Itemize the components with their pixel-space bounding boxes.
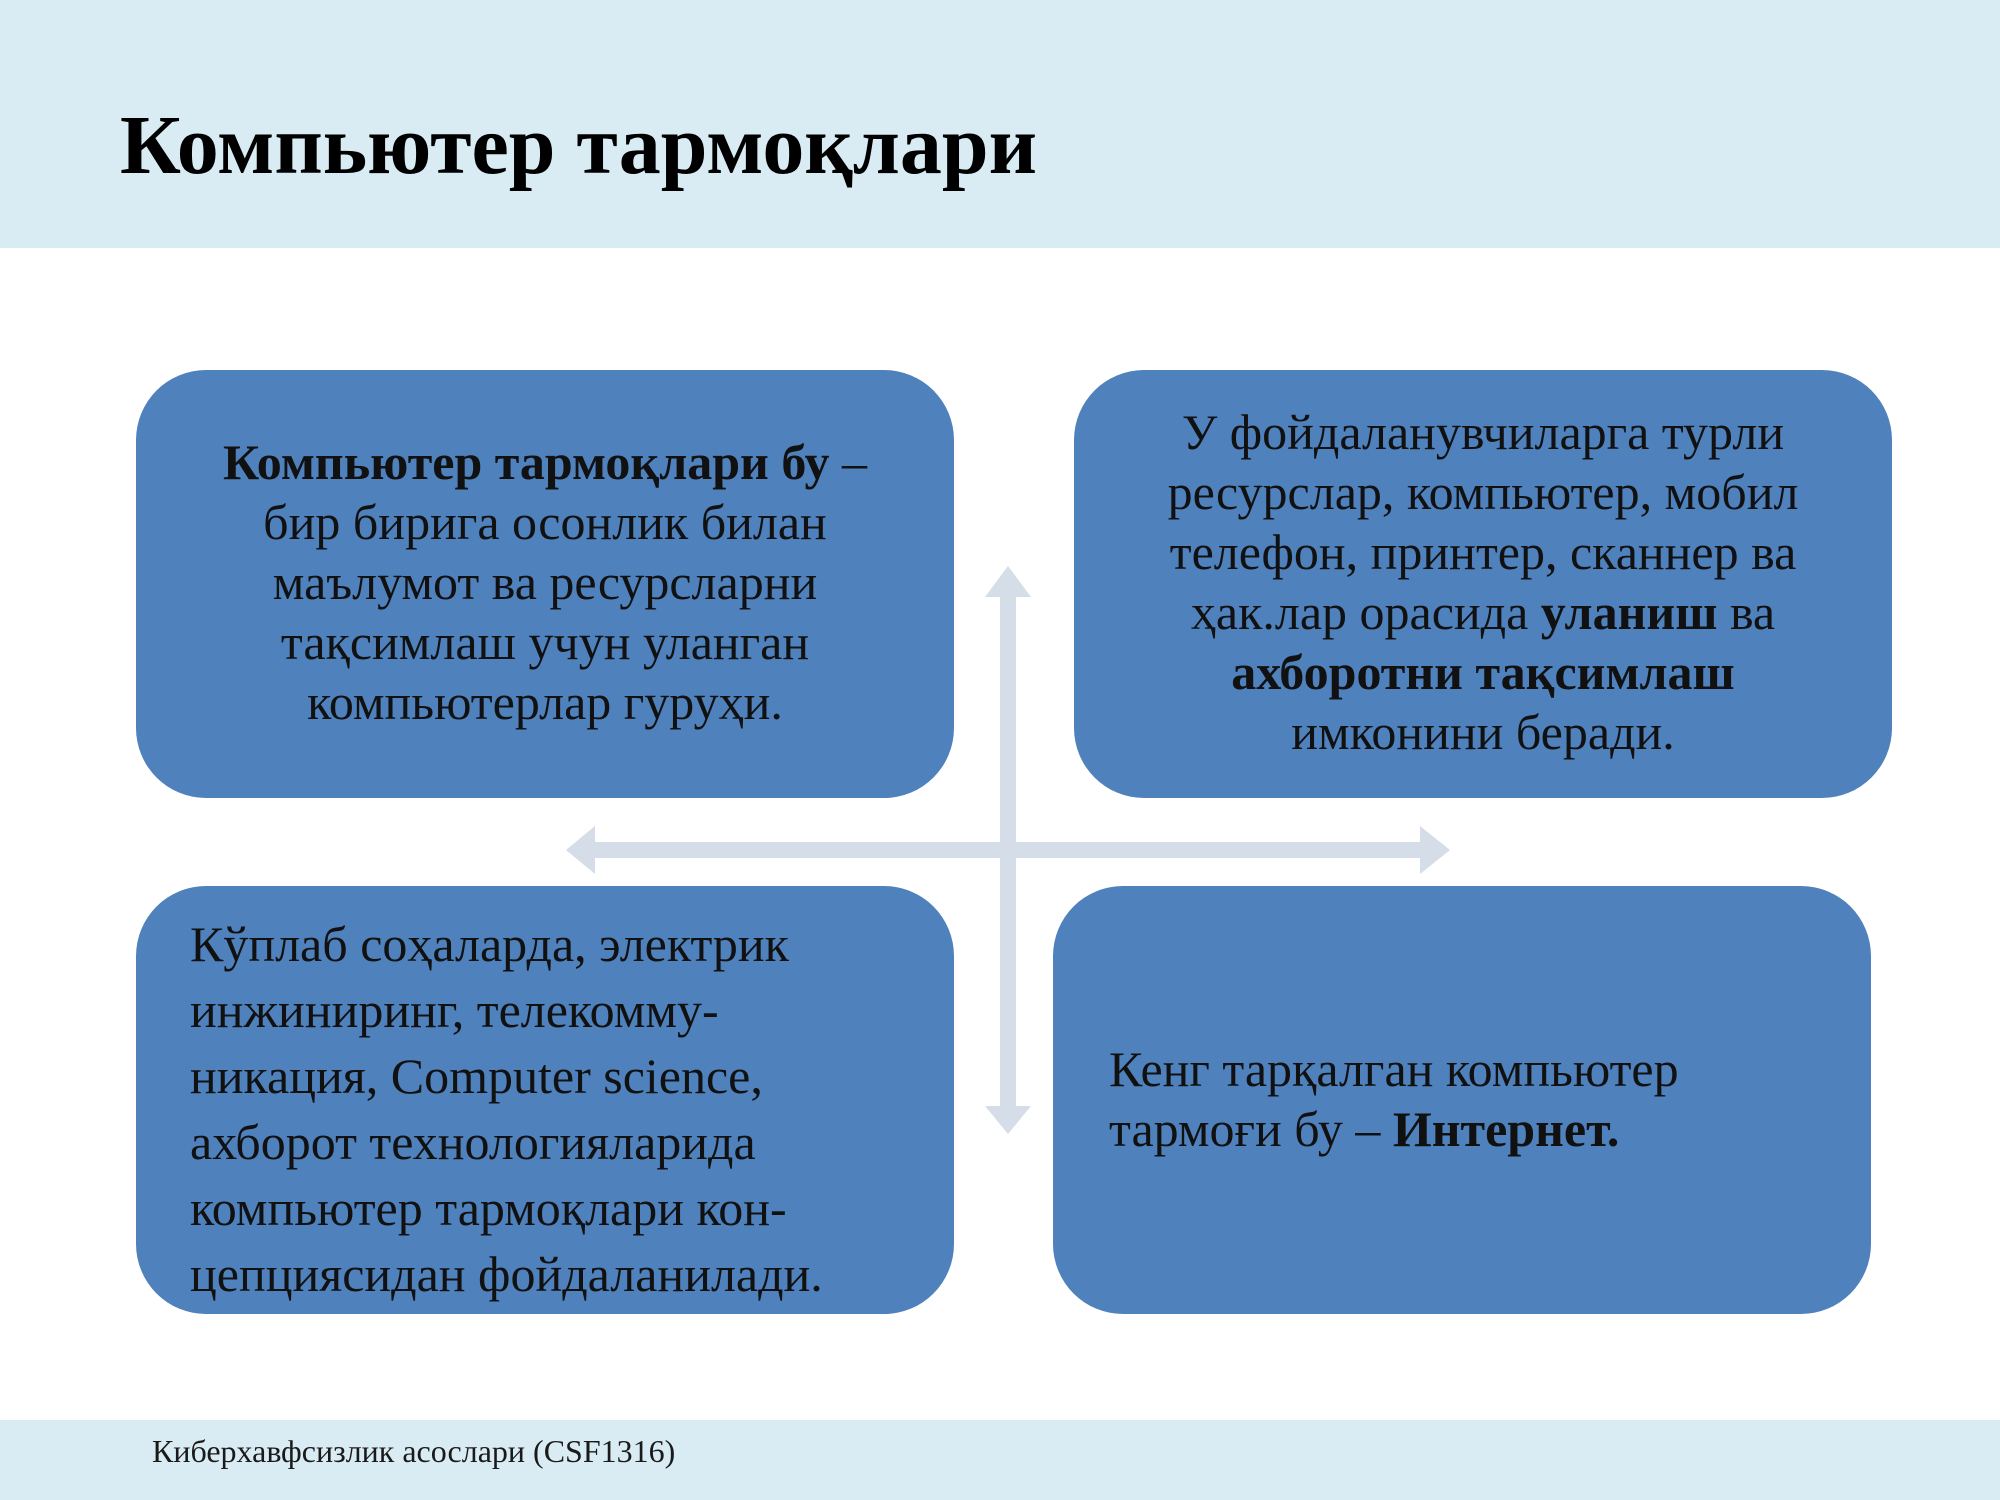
arrow-head-left xyxy=(566,826,595,874)
internet-text: тармоғи бу – xyxy=(1109,1101,1393,1157)
definition-first-line xyxy=(176,432,914,492)
internet-keyword: Интернет. xyxy=(1392,1101,1620,1157)
internet-line: Кенг тарқалган компьютер xyxy=(1109,1041,1679,1097)
horizontal-arrow-shaft xyxy=(590,842,1430,858)
applications-line: цепциясидан фойдаланилади. xyxy=(190,1246,823,1302)
purpose-line: телефон, принтер, сканнер ва xyxy=(1169,524,1797,580)
purpose-text: ва xyxy=(1717,584,1776,640)
applications-line: компьютер тармоқлари кон- xyxy=(190,1180,787,1236)
definition-line: бир бирига осонлик билан xyxy=(263,494,827,550)
definition-box xyxy=(136,370,954,798)
applications-box xyxy=(136,886,954,1314)
purpose-text: ҳак.лар орасида xyxy=(1190,584,1541,640)
applications-line: ахборот технологияларида xyxy=(190,1114,756,1170)
definition-term: Компьютер тармоқлари бу xyxy=(223,434,830,490)
purpose-keyword-share: ахборотни тақсимлаш xyxy=(1231,644,1735,700)
definition-line: тақсимлаш учун уланган xyxy=(280,614,810,670)
internet-line xyxy=(1109,1099,1841,1159)
purpose-box xyxy=(1074,370,1892,798)
purpose-keyword-connect: уланиш xyxy=(1540,584,1718,640)
definition-line: компьютерлар гуруҳи. xyxy=(307,674,783,730)
footer-course-label: Киберхавфсизлик асослари (CSF1316) xyxy=(152,1433,676,1469)
definition-dash: – xyxy=(829,434,867,490)
internet-box xyxy=(1053,886,1871,1314)
arrow-head-down xyxy=(985,1106,1031,1134)
arrow-head-right xyxy=(1420,826,1450,874)
applications-line: инжиниринг, телекомму- xyxy=(190,982,719,1038)
purpose-line: У фойдаланувчиларга турли xyxy=(1181,404,1785,460)
purpose-line xyxy=(1114,642,1852,702)
applications-line: Кўплаб соҳаларда, электрик xyxy=(190,916,789,972)
purpose-line: имконини беради. xyxy=(1291,704,1675,760)
arrow-head-up xyxy=(985,566,1031,597)
purpose-line: ресурслар, компьютер, мобил xyxy=(1167,464,1799,520)
slide-title: Компьютер тармоқлари xyxy=(120,99,1037,192)
purpose-line xyxy=(1114,582,1852,642)
applications-line: никация, Computer science, xyxy=(190,1048,763,1104)
definition-line: маълумот ва ресурсларни xyxy=(272,554,818,610)
